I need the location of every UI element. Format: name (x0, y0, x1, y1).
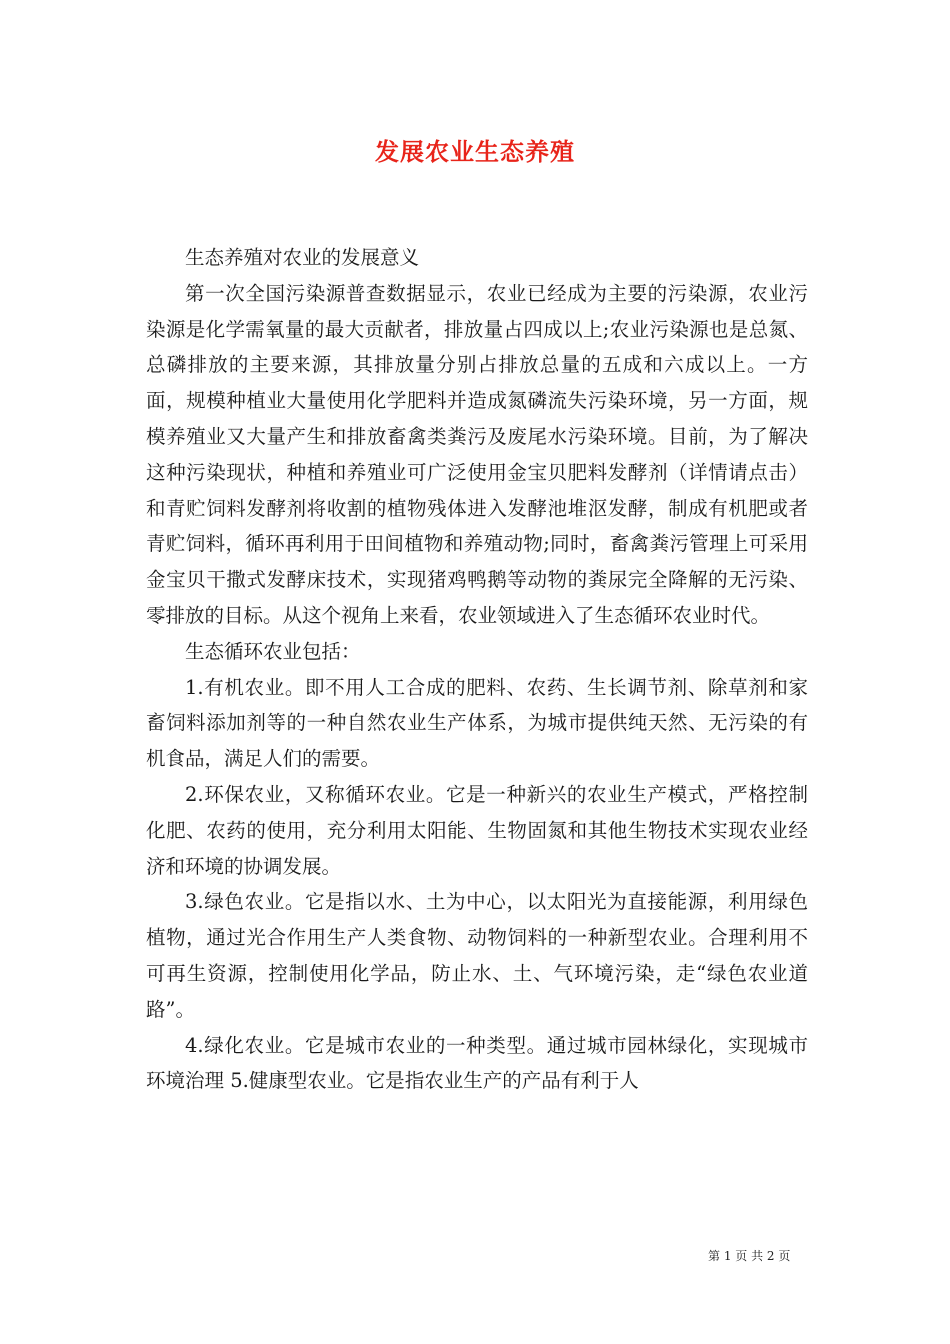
document-title: 发展农业生态养殖 (375, 137, 575, 166)
paragraph-environmental-agriculture: 2.环保农业，又称循环农业。它是一种新兴的农业生产模式，严格控制化肥、农药的使用，充分利用太阳能、生物固氮和其他生物技术实现农业经济和环境的协调发展。 (146, 782, 808, 878)
document-body (146, 240, 808, 1099)
page-indicator: 第 1 页 共 2 页 (708, 1249, 791, 1263)
section-subheading: 生态养殖对农业的发展意义 (185, 246, 420, 269)
paragraph-eco-agriculture-intro: 生态循环农业包括： (185, 639, 361, 663)
paragraph-green-agriculture: 3.绿色农业。它是指以水、土为中心，以太阳光为直接能源，利用绿色植物，通过光合作用生产人类食物、动物饲料的一种新型农业。合理利用不可再生资源，控制使用化学品，防止水、土、气环境污染，走“绿色农业道路”。 (146, 890, 808, 1021)
paragraph-greening-agriculture: 4.绿化农业。它是城市农业的一种类型。通过城市园林绿化，实现城市环境治理 5.健康型农业。它是指农业生产的产品有利于人 (146, 1033, 808, 1093)
paragraph-pollution-data: 第一次全国污染源普查数据显示，农业已经成为主要的污染源，农业污染源是化学需氧量的最大贡献者，排放量占四成以上;农业污染源也是总氮、总磷排放的主要来源，其排放量分别占排放总量的五成和六成以上。一方面，规模种植业大量使用化学肥料并造成氮磷流失污染环境，另一方面，规模养殖业又大量产生和排放畜禽类粪污及废尾水污染环境。目前，为了解决这种污染现状，种植和养殖业可广泛使用金宝贝肥料发酵剂（详情请点击）和青贮饲料发酵剂将收割的植物残体进入发酵池堆沤发酵，制成有机肥或者青贮饲料，循环再利用于田间植物和养殖动物;同时，畜禽粪污管理上可采用金宝贝干撒式发酵床技术，实现猪鸡鸭鹅等动物的粪尿完全降解的无污染、零排放的目标。从这个视角上来看，农业领域进入了生态循环农业时代。 (146, 281, 808, 627)
paragraph-organic-agriculture: 1.有机农业。即不用人工合成的肥料、农药、生长调节剂、除草剂和家畜饲料添加剂等的一种自然农业生产体系，为城市提供纯天然、无污染的有机食品，满足人们的需要。 (146, 675, 808, 771)
